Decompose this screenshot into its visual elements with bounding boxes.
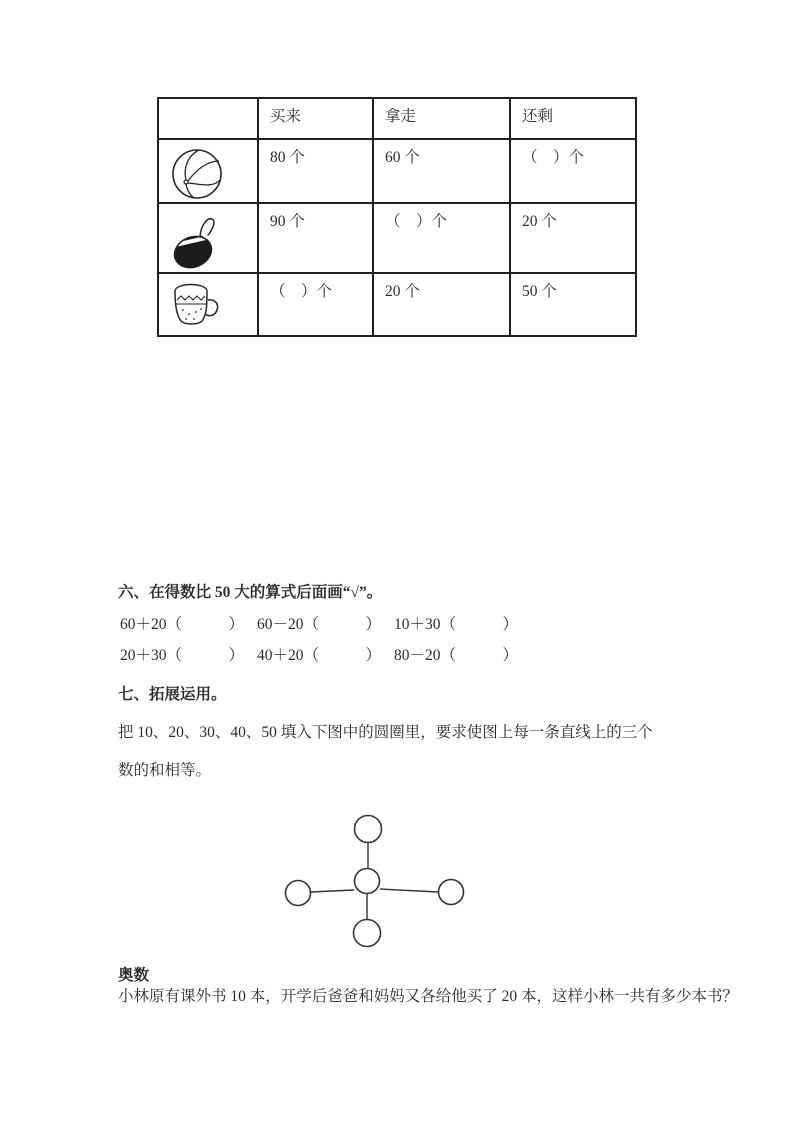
col-header-remain: 还剩 bbox=[510, 98, 636, 139]
row-item-cell bbox=[158, 203, 258, 273]
circle-cross-diagram bbox=[268, 806, 468, 952]
table-row bbox=[158, 273, 636, 336]
table-row bbox=[158, 203, 636, 273]
diagram-circle-bottom bbox=[354, 920, 381, 947]
cell-remain: （ ）个 bbox=[510, 139, 636, 203]
cell-bought: （ ）个 bbox=[258, 273, 373, 336]
row-item-cell bbox=[158, 273, 258, 336]
cell-remain: 50 个 bbox=[510, 273, 636, 336]
cell-bought: 80 个 bbox=[258, 139, 373, 203]
expression-row bbox=[120, 645, 518, 667]
section-six-title: 六、在得数比 50 大的算式后面画“√”。 bbox=[118, 584, 383, 601]
diagram-circle-top bbox=[355, 816, 382, 843]
expression-item: 10＋30（ ） bbox=[394, 616, 519, 633]
diagram-circle-right bbox=[439, 880, 464, 905]
expression-item: 40＋20（ ） bbox=[257, 647, 382, 664]
cell-taken: （ ）个 bbox=[373, 203, 510, 273]
cell-taken: 60 个 bbox=[373, 139, 510, 203]
cell-remain: 20 个 bbox=[510, 203, 636, 273]
table-corner-cell bbox=[158, 98, 258, 139]
expression-item: 20＋30（ ） bbox=[120, 647, 245, 664]
cell-bought: 90 个 bbox=[258, 203, 373, 273]
table-header-row bbox=[158, 98, 636, 139]
row-item-cell bbox=[158, 139, 258, 203]
diagram-circle-left bbox=[286, 881, 311, 906]
expression-row bbox=[120, 614, 518, 636]
paddle-icon bbox=[170, 212, 253, 272]
diagram-circle-center bbox=[355, 869, 380, 894]
expression-item: 60＋20（ ） bbox=[120, 616, 245, 633]
section-seven-text-line2: 数的和相等。 bbox=[118, 762, 212, 779]
section-seven-text-line1: 把 10、20、30、40、50 填入下图中的圆圈里，要求使图上每一条直线上的三个 bbox=[118, 724, 653, 741]
expression-item: 80－20（ ） bbox=[394, 647, 519, 664]
quantity-table bbox=[157, 97, 637, 337]
col-header-taken: 拿走 bbox=[373, 98, 510, 139]
col-header-bought: 买来 bbox=[258, 98, 373, 139]
olympiad-title: 奥数 bbox=[118, 967, 150, 984]
mug-icon bbox=[170, 282, 253, 330]
cell-taken: 20 个 bbox=[373, 273, 510, 336]
ball-icon bbox=[170, 148, 253, 202]
olympiad-question: 小林原有课外书 10 本，开学后爸爸和妈妈又各给他买了 20 本，这样小林一共有多少本书？ bbox=[118, 988, 739, 1005]
section-seven-title: 七、拓展运用。 bbox=[118, 686, 227, 703]
table-row bbox=[158, 139, 636, 203]
expression-item: 60－20（ ） bbox=[257, 616, 382, 633]
